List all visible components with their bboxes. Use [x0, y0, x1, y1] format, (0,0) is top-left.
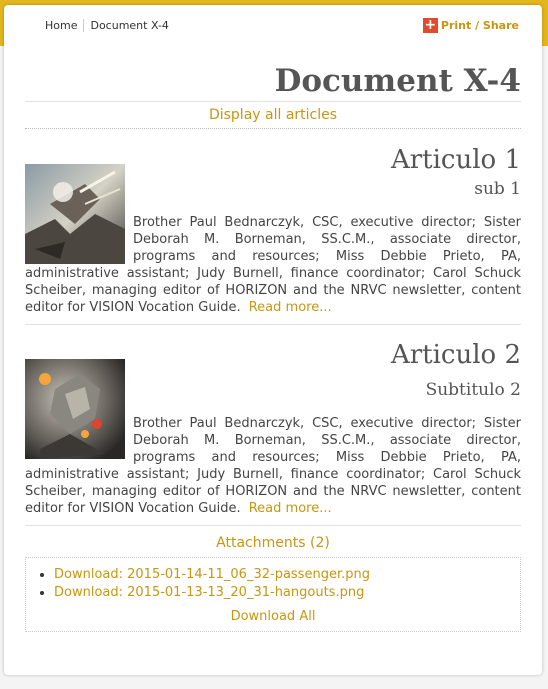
article-body-text: Brother Paul Bednarczyk, CSC, executive director; Sister Deborah M. Borneman, SS.C.M., associate director, programs and resources; Miss Debbie Prieto, PA, administrative assistant; Judy Burnell, finance coordinator; Carol Schuck Scheiber, managing editor of HORIZON and the NRVC newsletter, content editor for VISION Vocation Guide. — [25, 416, 521, 516]
breadcrumb-current: Document X-4 — [90, 19, 169, 32]
print-share-label: Print / Share — [440, 19, 519, 32]
article-2 — [25, 339, 521, 517]
article-1 — [25, 144, 521, 316]
main-content — [25, 61, 521, 632]
divider — [25, 525, 521, 526]
article-1-image[interactable] — [25, 164, 125, 264]
print-share-button[interactable] — [423, 18, 519, 33]
attachment-download-link[interactable]: • Download: 2015-01-13-13_20_31-hangouts.png — [54, 584, 512, 602]
display-all-articles-link[interactable]: Display all articles — [208, 107, 338, 123]
download-all-link[interactable]: Download All — [230, 609, 316, 624]
plus-icon: + — [424, 17, 437, 33]
breadcrumb — [45, 19, 169, 32]
breadcrumb-separator — [83, 19, 84, 32]
read-more-link[interactable]: Read more... — [248, 300, 332, 315]
content-panel — [4, 5, 542, 675]
read-more-link[interactable]: Read more... — [248, 501, 332, 516]
breadcrumb-home-link[interactable]: Home — [45, 19, 78, 32]
article-title[interactable]: Articulo 2 — [390, 340, 521, 370]
article-subtitle: Subtitulo 2 — [425, 380, 521, 400]
page-title: Document X-4 — [274, 63, 521, 99]
divider — [25, 324, 521, 325]
attachment-download-link[interactable]: • Download: 2015-01-14-11_06_32-passenger.png — [54, 566, 512, 584]
divider — [25, 128, 521, 129]
article-2-image[interactable] — [25, 359, 125, 459]
attachments-box — [25, 557, 521, 632]
article-title[interactable]: Articulo 1 — [390, 145, 521, 175]
attachments-title: Attachments (2) — [216, 535, 330, 551]
article-subtitle: sub 1 — [474, 179, 521, 199]
article-body-text: Brother Paul Bednarczyk, CSC, executive director; Sister Deborah M. Borneman, SS.C.M., associate director, programs and resources; Miss Debbie Prieto, PA, administrative assistant; Judy Burnell, finance coordinator; Carol Schuck Scheiber, managing editor of HORIZON and the NRVC newsletter, content editor for VISION Vocation Guide. — [25, 215, 521, 315]
attachments-list — [34, 566, 512, 602]
